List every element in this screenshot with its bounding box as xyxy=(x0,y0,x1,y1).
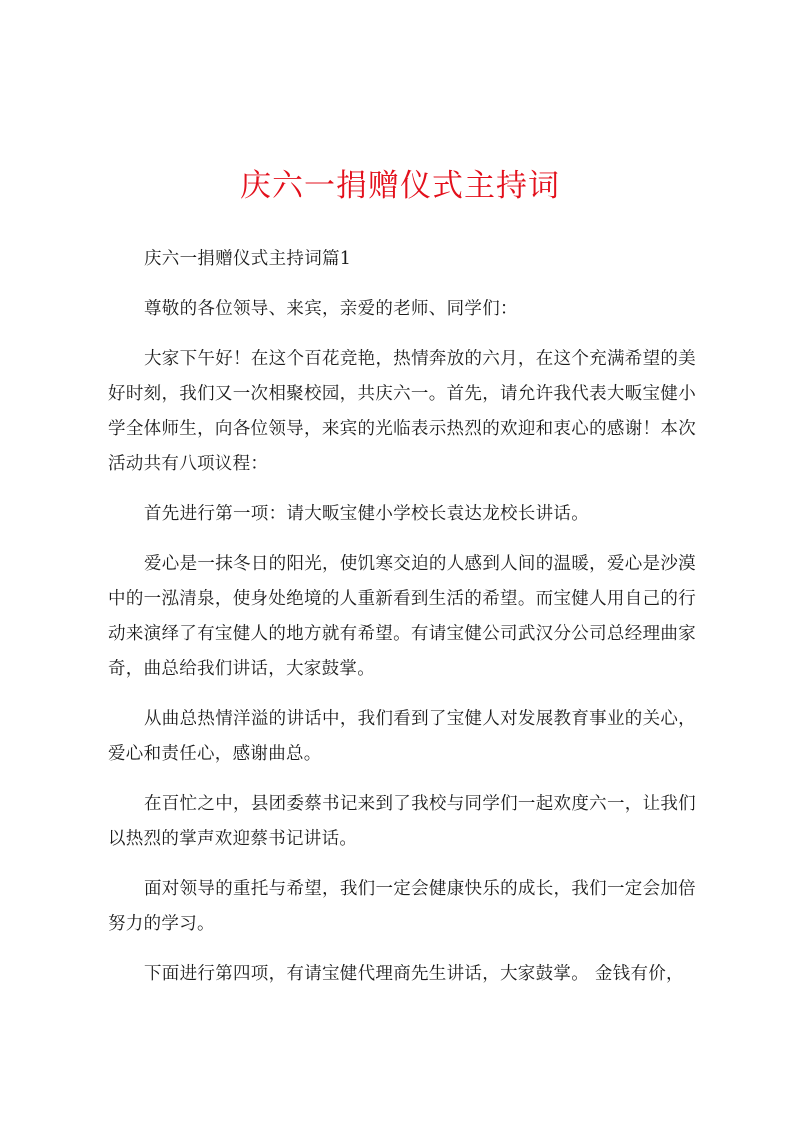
agenda-item-paragraph: 首先进行第一项：请大畈宝健小学校长袁达龙校长讲话。 xyxy=(144,504,589,524)
document-body xyxy=(108,242,696,1007)
document-title: 庆六一捐赠仪式主持词 xyxy=(240,168,560,204)
body-paragraph: 在百忙之中，县团委蔡书记来到了我校与同学们一起欢度六一，让我们以热烈的掌声欢迎蔡书记讲话。 xyxy=(108,794,696,849)
body-paragraph: 从曲总热情洋溢的讲话中，我们看到了宝健人对发展教育事业的关心，爱心和责任心，感谢曲总。 xyxy=(108,709,696,764)
section-heading: 庆六一捐赠仪式主持词篇1 xyxy=(144,249,352,269)
greeting-paragraph: 尊敬的各位领导、来宾，亲爱的老师、同学们： xyxy=(144,299,518,319)
body-paragraph: 爱心是一抹冬日的阳光，使饥寒交迫的人感到人间的温暖，爱心是沙漠中的一泓清泉，使身处绝境的人重新看到生活的希望。而宝健人用自己的行动来演绎了有宝健人的地方就有希望。有请宝健公司武汉分公司总经理曲家奇，曲总给我们讲话，大家鼓掌。 xyxy=(108,554,696,679)
body-paragraph: 面对领导的重托与希望，我们一定会健康快乐的成长，我们一定会加倍努力的学习。 xyxy=(108,879,696,934)
opening-paragraph: 大家下午好！在这个百花竞艳，热情奔放的六月，在这个充满希望的美好时刻，我们又一次相聚校园，共庆六一。首先，请允许我代表大畈宝健小学全体师生，向各位领导，来宾的光临表示热烈的欢迎和衷心的感谢！本次活动共有八项议程： xyxy=(108,349,696,474)
body-paragraph: 下面进行第四项，有请宝健代理商先生讲话，大家鼓掌。 金钱有价， xyxy=(144,964,684,984)
